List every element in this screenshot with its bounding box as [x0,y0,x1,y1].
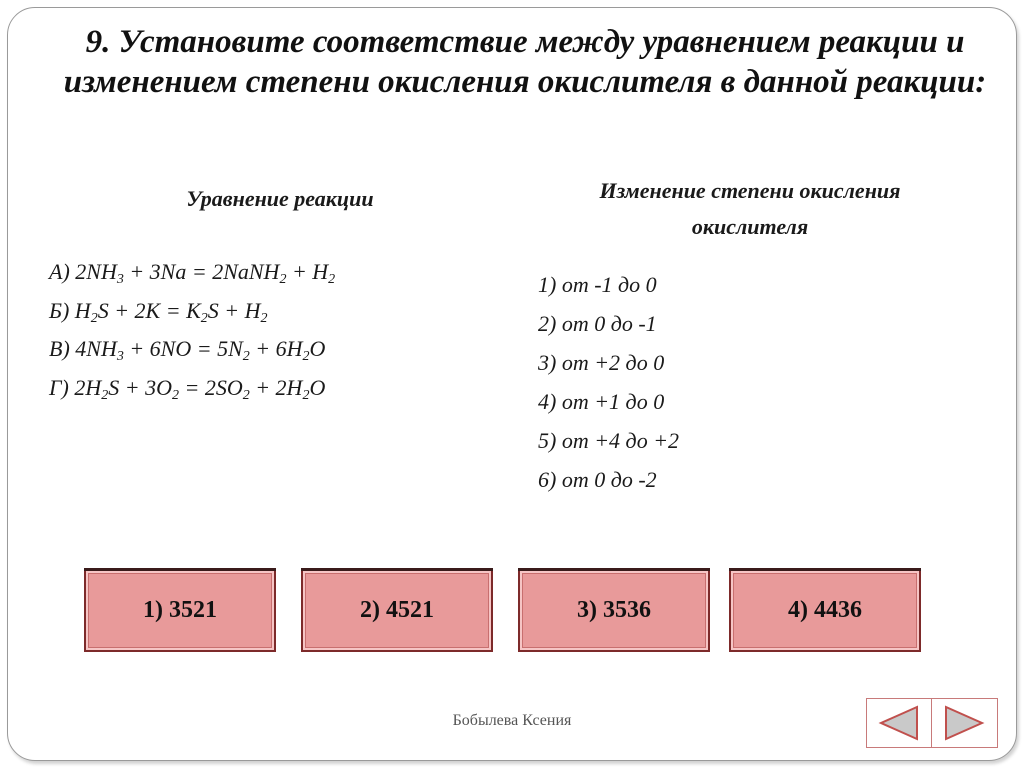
equation-b: Б) $H_2S + 2K = K_2S + H_2$ [49,298,268,326]
equations-header: Уравнение реакции [186,186,374,211]
answer-button-2[interactable] [301,568,493,652]
answer-button-1[interactable] [84,568,276,652]
change-option-1: 1) от -1 до 0 [538,272,657,297]
answer-button-3-label: 3) 3536 [520,571,708,650]
answer-button-2-label: 2) 4521 [303,571,491,650]
change-option-5: 5) от +4 до +2 [538,428,680,453]
answer-button-4[interactable] [729,568,921,652]
change-option-3: 3) от +2 до 0 [538,350,665,375]
previous-slide-button[interactable] [867,699,932,747]
answer-button-3[interactable] [518,568,710,652]
changes-header: Изменение степени окисления окислителя [599,178,901,239]
answer-button-4-label: 4) 4436 [731,571,919,650]
triangle-right-icon [942,705,986,741]
author-footer: Бобылева Ксения [452,712,572,729]
change-option-4: 4) от +1 до 0 [538,389,665,414]
change-option-2: 2) от 0 до -1 [538,311,657,336]
equation-c: В) $4NH_3 + 6NO = 5N_2 + 6H_2O$ [49,336,326,364]
triangle-left-icon [877,705,921,741]
equation-a: А) $2NH_3 + 3Na$ = 2NaNH$_2$ + $H_2$ [49,259,336,287]
question-title: 9. Установите соответствие между уравнением реакции и изменением степени окисления окислителя в данной реакции: [63,24,987,100]
slide-navigation [866,698,998,748]
equation-d: Г) $2H_2S + 3O_2 = 2SO_2 + 2H_2O$ [49,375,326,403]
change-option-6: 6) от 0 до -2 [538,467,657,492]
answer-button-1-label: 1) 3521 [86,571,274,650]
next-slide-button[interactable] [932,699,996,747]
